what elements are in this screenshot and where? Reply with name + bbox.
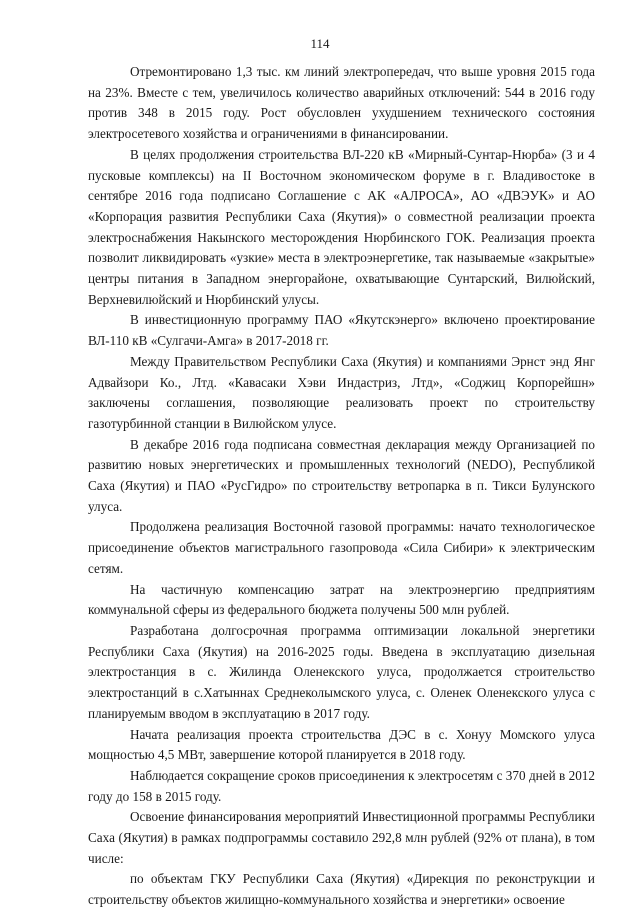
word: затрат bbox=[329, 581, 365, 597]
body-text bbox=[88, 62, 595, 911]
paragraph: по объектам ГКУ Республики Саха (Якутия) «Дирекция по реконструкции и строительству объектов жилищно-коммунального хозяйства и энергетики» освоение bbox=[88, 871, 595, 908]
paragraph: В инвестиционную программу ПАО «Якутскэнерго» включено проектирование ВЛ-110 кВ «Сулгачи-Амга» в 2017-2018 гг. bbox=[88, 312, 595, 349]
word: частичную bbox=[161, 581, 223, 597]
spaced-line bbox=[88, 580, 595, 601]
paragraph: В декабре 2016 года подписана совместная декларация между Организацией по развитию новых энергетических и промышленных технологий (NEDO), Республикой Саха (Якутия) и ПАО «РусГидро» по строительству ветропарка в п. Тикси Булунского улуса. bbox=[88, 436, 595, 514]
paragraph: Разработана долгосрочная программа оптимизации локальной энергетики Республики Саха (Якутия) на 2016-2025 годы. Введена в эксплуатацию дизельная электростанция в с. Жилинда Оленекского улуса, продолжается строительство электростанций в с.Хатыннах Среднеколымского улуса, с. Оленек Оленекского улуса с планируемым вводом в эксплуатацию в 2017 году. bbox=[88, 622, 595, 721]
paragraph: Продолжена реализация Восточной газовой программы: начато технологическое присоединение объектов магистрального газопровода «Сила Сибири» к электрическим сетям. bbox=[88, 519, 595, 576]
word: На bbox=[130, 581, 146, 597]
paragraph: Наблюдается сокращение сроков присоединения к электросетям с 370 дней в 2012 году до 158 в 2015 году. bbox=[88, 767, 595, 804]
paragraph: Отремонтировано 1,3 тыс. км линий электропередач, что выше уровня 2015 года на 23%. Вместе с тем, увеличилось количество аварийных отключений: 544 в 2016 году против 348 в 2015 году. Рост обусловлен ухудшением технического состояния электросетевого хозяйства и ограничениями в финансировании. bbox=[88, 64, 595, 142]
word: предприятиям bbox=[514, 581, 595, 597]
paragraph: Между Правительством Республики Саха (Якутия) и компаниями Эрнст энд Янг Адвайзори Ко., Лтд. «Кавасаки Хэви Индастриз, Лтд», «Соджиц Корпорейшн» заключены соглашения, позволяющие реализовать проект по строительству газотурбинной станции в Вилюйском улусе. bbox=[88, 353, 595, 431]
paragraph: Освоение финансирования мероприятий Инвестиционной программы Республики Саха (Якутия) в рамках подпрограммы составило 292,8 млн рублей (92% от плана), в том числе: bbox=[88, 809, 595, 866]
word: на bbox=[379, 581, 393, 597]
paragraph-continuation: коммунальной сферы из федерального бюджета получены 500 млн рублей. bbox=[88, 602, 510, 618]
word: электроэнергию bbox=[408, 581, 500, 597]
page-number: 114 bbox=[310, 36, 330, 51]
word: компенсацию bbox=[237, 581, 315, 597]
paragraph: Начата реализация проекта строительства ДЭС в с. Хонуу Момского улуса мощностью 4,5 МВт, завершение которой планируется в 2018 году. bbox=[88, 726, 595, 763]
paragraph bbox=[88, 580, 595, 621]
paragraph: В целях продолжения строительства ВЛ-220 кВ «Мирный-Сунтар-Нюрба» (3 и 4 пусковые комплексы) на II Восточном экономическом форуме в г. Владивостоке в сентябре 2016 года подписано Соглашение с АК «АЛРОСА», АО «ДВЭУК» и АО «Корпорация развития Республики Саха (Якутия)» о совместной реализации проекта электроснабжения Накынского месторождения Нюрбинского ГОК. Реализация проекта позволит ликвидировать «узкие» места в электроэнергетике, так называемые «закрытые» центры питания в Западном энергорайоне, охватывающие Сунтарский, Вилюйский, Верхневилюйский и Нюрбинский улусы. bbox=[88, 146, 595, 307]
